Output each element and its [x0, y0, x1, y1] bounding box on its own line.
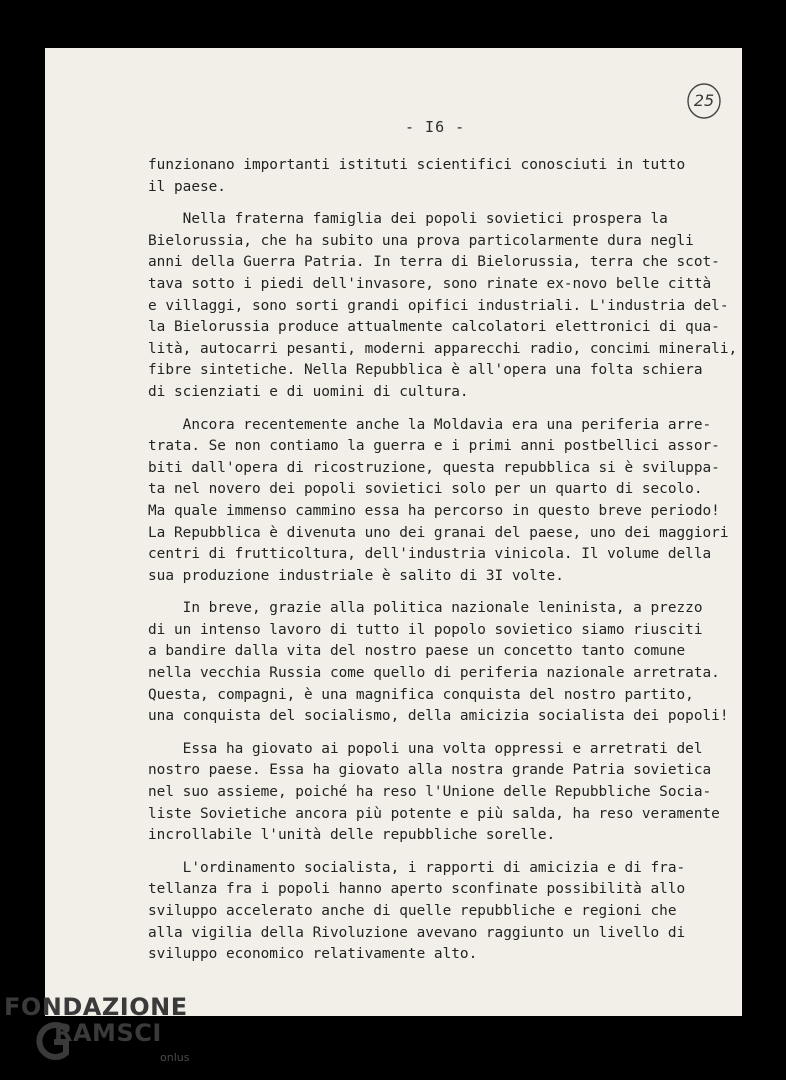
text-line: biti dall'opera di ricostruzione, questa repubblica si è sviluppa- — [148, 459, 720, 476]
text-line: nella vecchia Russia come quello di periferia nazionale arretrata. — [148, 665, 720, 682]
text-line: sviluppo economico relativamente alto. — [148, 946, 478, 963]
text-line: anni della Guerra Patria. In terra di Bielorussia, terra che scot- — [148, 254, 720, 271]
text-line: La Repubblica è divenuta uno dei granai del paese, uno dei maggiori — [148, 524, 729, 541]
text-line: Nella fraterna famiglia dei popoli sovietici prospera la — [148, 211, 668, 228]
watermark-line2: RAMSCI — [54, 1019, 162, 1047]
text-line: una conquista del socialismo, della amicizia socialista dei popoli! — [148, 708, 729, 725]
paragraph — [148, 858, 748, 966]
text-line: Questa, compagni, è una magnifica conquista del nostro partito, — [148, 686, 694, 703]
document-body — [148, 155, 748, 977]
text-line: alla vigilia della Rivoluzione avevano raggiunto un livello di — [148, 924, 686, 941]
document-page — [45, 48, 742, 1016]
text-line: tellanza fra i popoli hanno aperto sconfinate possibilità allo — [148, 881, 686, 898]
paragraph — [148, 155, 748, 198]
text-line: trata. Se non contiamo la guerra e i primi anni postbellici assor- — [148, 438, 720, 455]
archive-stamp — [685, 82, 723, 120]
text-line: di scienziati e di uomini di cultura. — [148, 383, 469, 400]
text-line: Ma quale immenso cammino essa ha percorso in questo breve periodo! — [148, 502, 720, 519]
text-line: la Bielorussia produce attualmente calcolatori elettronici di qua- — [148, 319, 720, 336]
text-line: nel suo assieme, poiché ha reso l'Unione delle Repubbliche Socia- — [148, 784, 712, 801]
paragraph — [148, 739, 748, 847]
text-line: In breve, grazie alla politica nazionale leninista, a prezzo — [148, 600, 703, 617]
paragraph — [148, 598, 748, 728]
text-line: centri di frutticoltura, dell'industria vinicola. Il volume della — [148, 546, 712, 563]
watermark-logo — [4, 993, 204, 1073]
text-line: sua produzione industriale è salito di 3I volte. — [148, 567, 564, 584]
paragraph — [148, 415, 748, 588]
paragraph — [148, 209, 748, 403]
text-line: liste Sovietiche ancora più potente e più salda, ha reso veramente — [148, 805, 720, 822]
text-line: e villaggi, sono sorti grandi opifici industriali. L'industria del- — [148, 297, 729, 314]
text-line: L'ordinamento socialista, i rapporti di amicizia e di fra- — [148, 859, 686, 876]
text-line: Essa ha giovato ai popoli una volta oppressi e arretrati del — [148, 740, 703, 757]
text-line: sviluppo accelerato anche di quelle repubbliche e regioni che — [148, 903, 677, 919]
text-line: il paese. — [148, 178, 226, 195]
text-line: nostro paese. Essa ha giovato alla nostra grande Patria sovietica — [148, 762, 712, 779]
text-line: funzionano importanti istituti scientifici conosciuti in tutto — [148, 157, 686, 173]
text-line: di un intenso lavoro di tutto il popolo sovietico siamo riusciti — [148, 621, 703, 638]
watermark-line1: FONDAZIONE — [4, 993, 188, 1021]
text-line: a bandire dalla vita del nostro paese un concetto tanto comune — [148, 643, 686, 660]
stamp-number: 25 — [693, 91, 715, 110]
text-line: incrollabile l'unità delle repubbliche sorelle. — [148, 827, 556, 844]
text-line: lità, autocarri pesanti, moderni apparecchi radio, concimi minerali, — [148, 340, 738, 357]
text-line: fibre sintetiche. Nella Repubblica è all'opera una folta schiera — [148, 362, 703, 379]
watermark-sub: onlus — [160, 1051, 190, 1064]
text-line: Bielorussia, che ha subito una prova particolarmente dura negli — [148, 232, 694, 249]
page-number: - I6 - — [405, 118, 466, 136]
text-line: Ancora recentemente anche la Moldavia era una periferia arre- — [148, 416, 712, 433]
text-line: ta nel novero dei popoli sovietici solo per un quarto di secolo. — [148, 481, 703, 498]
text-line: tava sotto i piedi dell'invasore, sono rinate ex-novo belle città — [148, 275, 712, 292]
